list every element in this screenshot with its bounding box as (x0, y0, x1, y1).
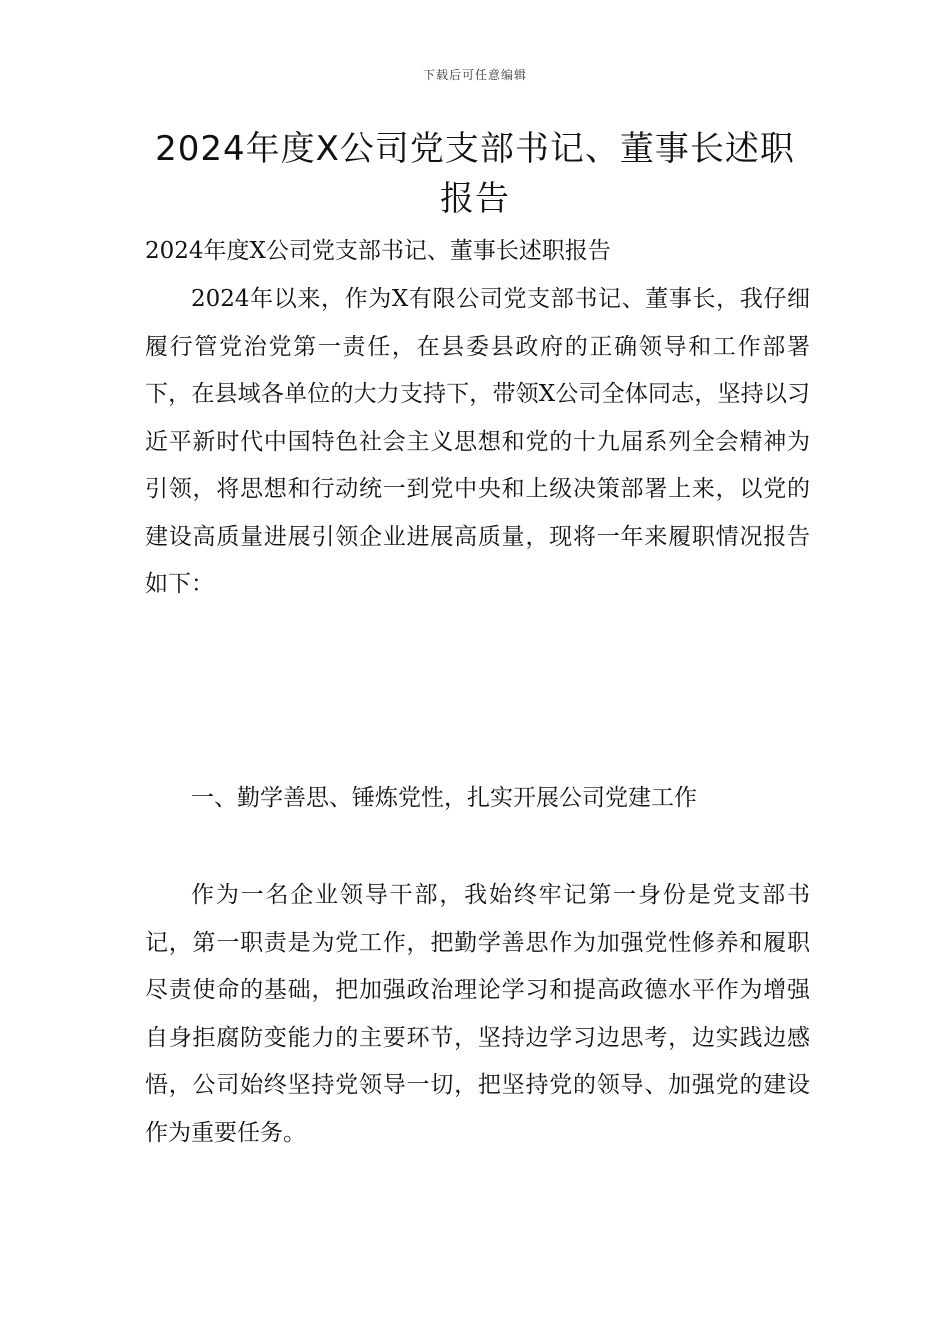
section-heading: 一、勤学善思、锤炼党性，扎实开展公司党建工作 (191, 785, 697, 811)
section-paragraph: 作为一名企业领导干部，我始终牢记第一身份是党支部书记，第一职责是为党工作，把勤学善思作为加强党性修养和履职尽责使命的基础，把加强政治理论学习和提高政德水平作为增强自身拒腐防变能力的主要环节，坚持边学习边思考，边实践边感悟，公司始终坚持党领导一切，把坚持党的领导、加强党的建设作为重要任务。 (145, 882, 810, 1146)
document-subtitle: 2024年度X公司党支部书记、董事长述职报告 (145, 238, 611, 264)
header-note: 下载后可任意编辑 (422, 68, 527, 82)
intro-paragraph: 2024年以来，作为X有限公司党支部书记、董事长，我仔细履行管党治党第一责任，在县委县政府的正确领导和工作部署下，在县域各单位的大力支持下，带领X公司全体同志，坚持以习近平新时代中国特色社会主义思想和党的十九届系列全会精神为引领，将思想和行动统一到党中央和上级决策部署上来，以党的建设高质量进展引领企业进展高质量，现将一年来履职情况报告如下： (145, 286, 810, 597)
document-title: 2024年度X公司党支部书记、董事长述职报告 (155, 129, 795, 219)
